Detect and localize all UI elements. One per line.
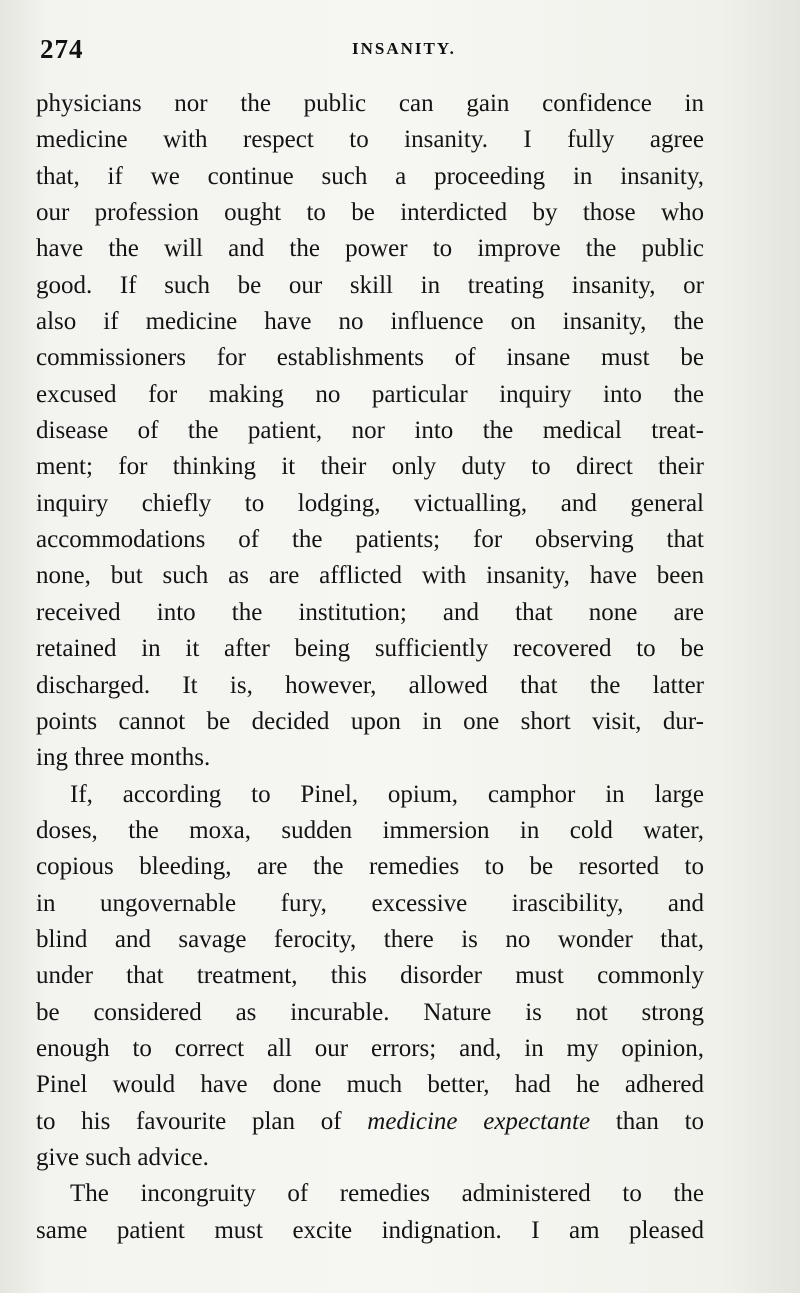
text-line: ing three months.: [36, 744, 211, 772]
text-segment: than to: [615, 1107, 705, 1135]
text-line: commissioners for establishments of insane must be: [36, 344, 704, 372]
italic-phrase: medicine expectante: [367, 1107, 591, 1135]
text-line: our profession ought to be interdicted by those who: [36, 199, 704, 227]
text-line: medicine with respect to insanity. I fully agree: [36, 126, 704, 154]
page-header: [40, 34, 720, 74]
text-line: physicians nor the public can gain confidence in: [36, 90, 704, 117]
text-line: If, according to Pinel, opium, camphor in large: [70, 780, 704, 808]
running-head: INSANITY.: [352, 39, 456, 58]
text-line: good. If such be our skill in treating insanity, or: [36, 271, 704, 299]
text-line: blind and savage ferocity, there is no wonder that,: [36, 925, 704, 953]
text-line: have the will and the power to improve the public: [36, 235, 704, 263]
body-text: [36, 86, 704, 1249]
text-line: copious bleeding, are the remedies to be resorted to: [36, 853, 704, 881]
text-line: accommodations of the patients; for observing that: [36, 526, 704, 554]
text-line: inquiry chiefly to lodging, victualling, and general: [36, 489, 704, 517]
text-line: Pinel would have done much better, had he adhered: [36, 1071, 704, 1099]
text-line: also if medicine have no influence on insanity, the: [36, 308, 704, 336]
text-line: doses, the moxa, sudden immersion in cold water,: [36, 816, 704, 844]
text-line: under that treatment, this disorder must commonly: [36, 962, 704, 990]
text-line: retained in it after being sufficiently recovered to be: [36, 635, 704, 663]
text-segment: to his favourite plan of: [36, 1107, 342, 1135]
text-line: same patient must excite indignation. I am pleased: [36, 1216, 704, 1244]
text-line: The incongruity of remedies administered to the: [70, 1180, 704, 1208]
text-line: disease of the patient, nor into the medical treat-: [36, 417, 704, 445]
text-line: points cannot be decided upon in one short visit, dur-: [36, 707, 704, 735]
page-number: 274: [40, 34, 84, 64]
text-line: discharged. It is, however, allowed that the latter: [36, 671, 704, 699]
text-line: be considered as incurable. Nature is not strong: [36, 998, 704, 1026]
text-line: in ungovernable fury, excessive irascibility, and: [36, 889, 704, 917]
text-line: give such advice.: [36, 1143, 209, 1171]
text-line: [36, 1104, 704, 1140]
text-line: enough to correct all our errors; and, in my opinion,: [36, 1034, 704, 1062]
text-line: ment; for thinking it their only duty to direct their: [36, 453, 704, 481]
text-line: excused for making no particular inquiry into the: [36, 380, 704, 408]
text-line: none, but such as are afflicted with insanity, have been: [36, 562, 704, 590]
text-line: that, if we continue such a proceeding in insanity,: [36, 162, 704, 190]
text-line: received into the institution; and that none are: [36, 598, 704, 626]
